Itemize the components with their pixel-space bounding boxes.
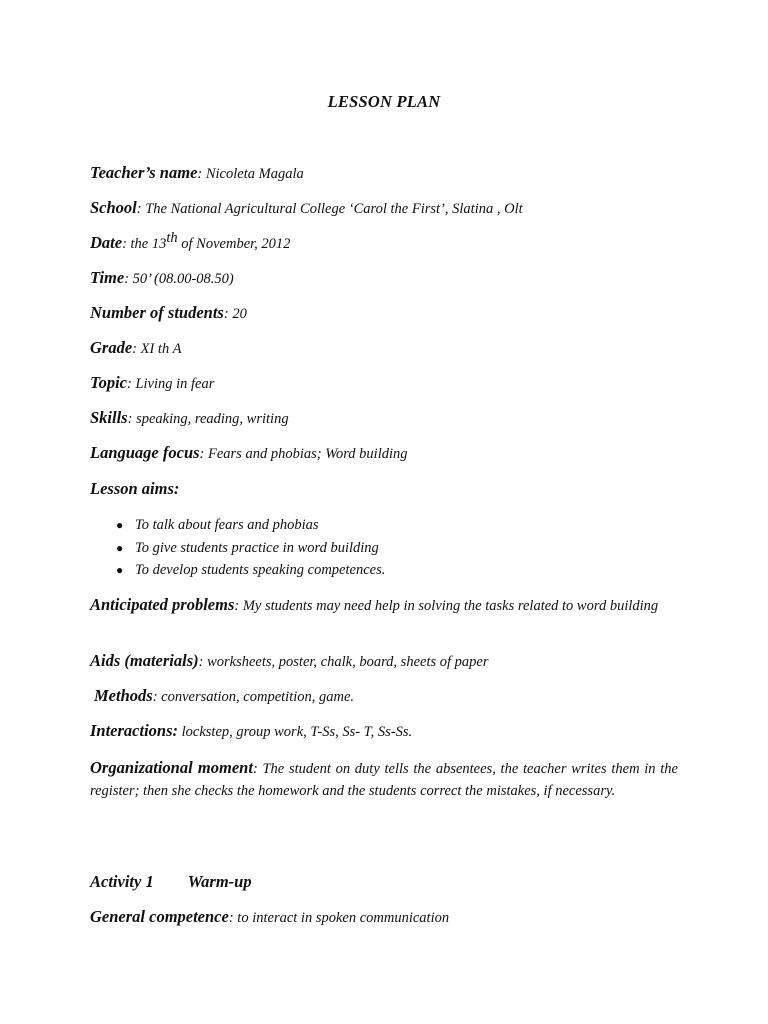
- teacher-name-line: [90, 163, 304, 183]
- activity-number: Activity 1: [90, 872, 154, 891]
- date-value-month: of November, 2012: [177, 236, 291, 252]
- language-focus-label: Language focus: [90, 443, 200, 462]
- page-title: LESSON PLAN: [327, 92, 441, 111]
- activity-name: Warm-up: [187, 872, 252, 891]
- anticipated-problems-value: : My students may need help in solving the tasks related to word building: [234, 598, 659, 614]
- skills-value: : speaking, reading, writing: [127, 411, 289, 427]
- date-value-day: : the 13: [122, 236, 167, 252]
- topic-value: : Living in fear: [126, 376, 215, 392]
- time-line: [90, 268, 234, 288]
- number-of-students-value: : 20: [223, 306, 247, 322]
- list-item: [90, 559, 385, 582]
- methods-value: : conversation, competition, game.: [152, 689, 355, 705]
- lesson-aims-heading: [90, 479, 179, 499]
- topic-label: Topic: [90, 373, 127, 392]
- lesson-aims-list: [90, 514, 385, 582]
- interactions-value: lockstep, group work, T-Ss, Ss- T, Ss-Ss.: [178, 724, 413, 740]
- date-superscript: th: [166, 230, 178, 246]
- bullet-icon: ●: [116, 563, 124, 577]
- time-label: Time: [90, 268, 125, 287]
- organizational-moment-paragraph: [90, 757, 678, 802]
- bullet-icon: ●: [116, 518, 124, 532]
- time-value: : 50’ (08.00-08.50): [124, 271, 234, 287]
- grade-line: [90, 338, 181, 358]
- activity-heading: [90, 872, 252, 892]
- organizational-moment-value: : The student on duty tells the absentees, the teacher writes them in the register; then she checks the homework and the students correct the mistakes, if necessary.: [90, 761, 678, 799]
- bullet-icon: ●: [116, 540, 124, 555]
- grade-value: : XI th A: [132, 341, 182, 357]
- aids-label: Aids (materials): [90, 651, 199, 670]
- teacher-name-value: : Nicoleta Magala: [197, 166, 304, 182]
- number-of-students-label: Number of students: [90, 303, 224, 322]
- general-competence-value: : to interact in spoken communication: [228, 910, 450, 926]
- skills-label: Skills: [90, 408, 128, 427]
- general-competence-line: [90, 907, 449, 927]
- grade-label: Grade: [90, 338, 133, 357]
- number-of-students-line: [90, 303, 247, 323]
- date-line: [90, 230, 291, 253]
- lesson-aim-text: To develop students speaking competences.: [135, 562, 386, 578]
- methods-label: Methods: [94, 686, 153, 705]
- general-competence-label: General competence: [90, 907, 229, 926]
- date-label: Date: [90, 233, 123, 252]
- language-focus-line: [90, 443, 408, 463]
- lesson-aims-label: Lesson aims:: [90, 479, 180, 498]
- topic-line: [90, 373, 214, 393]
- skills-line: [90, 408, 289, 428]
- anticipated-problems-label: Anticipated problems: [90, 595, 235, 614]
- interactions-label: Interactions:: [90, 721, 179, 740]
- list-item: [90, 537, 385, 560]
- language-focus-value: : Fears and phobias; Word building: [199, 446, 408, 462]
- interactions-line: [90, 721, 412, 741]
- anticipated-problems-paragraph: [90, 594, 678, 617]
- aids-line: [90, 651, 488, 671]
- teacher-name-label: Teacher’s name: [90, 163, 198, 182]
- school-line: [90, 198, 523, 218]
- school-label: School: [90, 198, 137, 217]
- list-item: [90, 514, 385, 537]
- aids-value: : worksheets, poster, chalk, board, sheets of paper: [198, 654, 489, 670]
- lesson-aim-text: To give students practice in word building: [135, 539, 379, 556]
- organizational-moment-label: Organizational moment: [90, 758, 253, 777]
- methods-line: [94, 686, 354, 706]
- school-value: : The National Agricultural College ‘Carol the First’, Slatina , Olt: [136, 201, 523, 217]
- lesson-aim-text: To talk about fears and phobias: [135, 517, 319, 533]
